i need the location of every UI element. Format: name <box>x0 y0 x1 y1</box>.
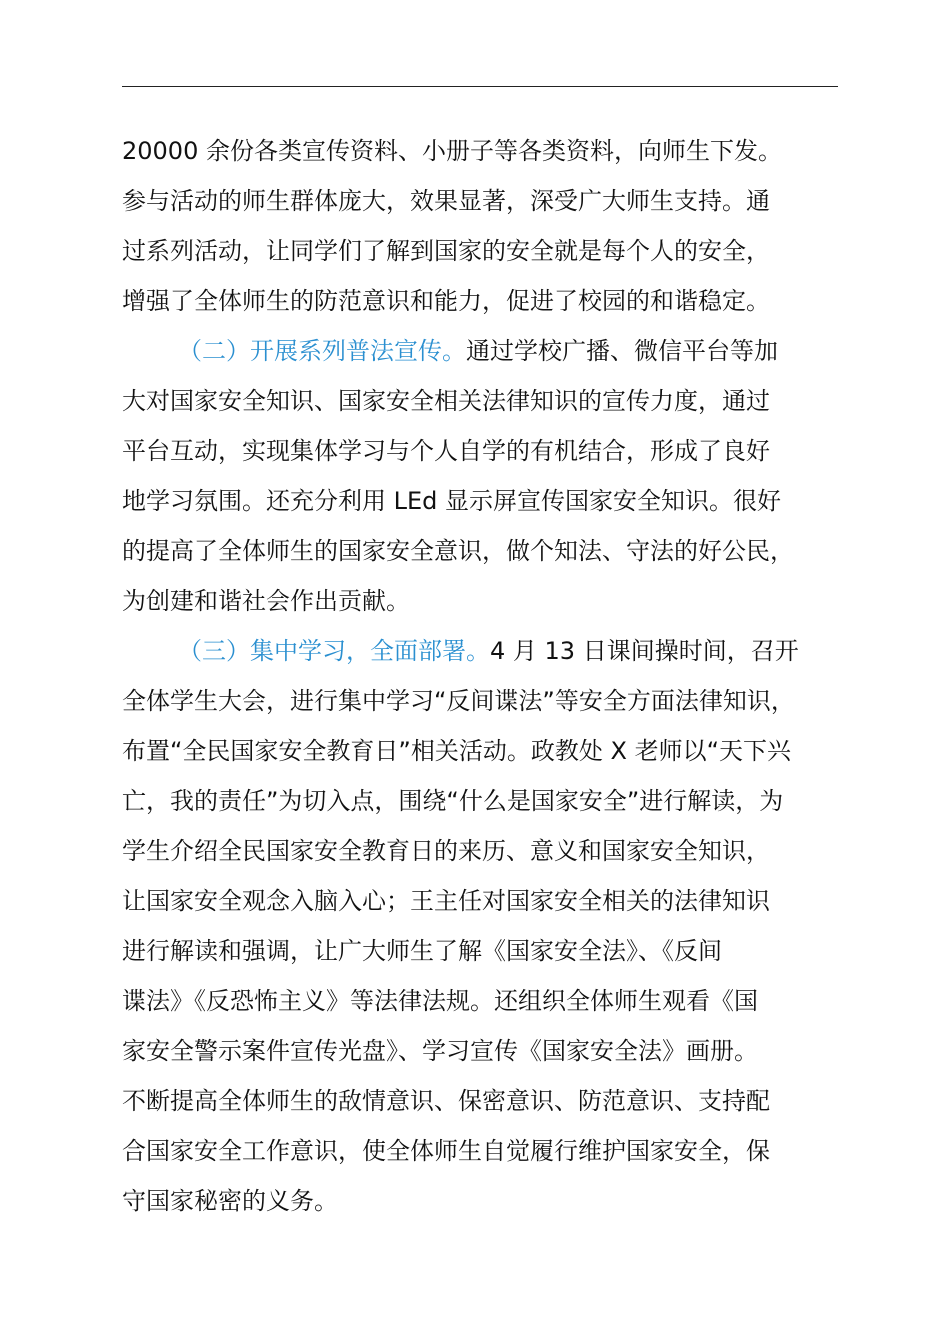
paragraph-line: 进行解读和强调，让广大师生了解《国家安全法》、《反间 <box>122 937 722 965</box>
paragraph-line: 家安全警示案件宣传光盘》、学习宣传《国家安全法》画册。 <box>122 1037 758 1065</box>
paragraph-continuation <box>122 126 862 326</box>
paragraph-line: 的提高了全体师生的国家安全意识，做个知法、守法的好公民， <box>122 537 794 565</box>
header-rule <box>122 86 838 87</box>
paragraph-line: 过系列活动，让同学们了解到国家的安全就是每个人的安全， <box>122 237 770 265</box>
paragraph-line: 布置“全民国家安全教育日”相关活动。政教处 X 老师以“天下兴 <box>122 737 791 765</box>
section-2-paragraph <box>122 326 862 626</box>
section-2-first-line-text: 通过学校广播、微信平台等加 <box>466 337 778 365</box>
document-body <box>122 126 862 1226</box>
section-3-paragraph <box>122 626 862 1226</box>
paragraph-line: 谍法》《反恐怖主义》等法律法规。还组织全体师生观看《国 <box>122 987 758 1015</box>
paragraph-line: 学生介绍全民国家安全教育日的来历、意义和国家安全知识， <box>122 837 770 865</box>
section-3-heading: （三）集中学习，全面部署。 <box>178 637 490 665</box>
paragraph-line: 让国家安全观念入脑入心；王主任对国家安全相关的法律知识 <box>122 887 770 915</box>
paragraph-line: 合国家安全工作意识，使全体师生自觉履行维护国家安全，保 <box>122 1137 770 1165</box>
paragraph-line: 大对国家安全知识、国家安全相关法律知识的宣传力度，通过 <box>122 387 770 415</box>
paragraph-line: 全体学生大会，进行集中学习“反间谍法”等安全方面法律知识， <box>122 687 795 715</box>
section-2-first-line <box>122 326 862 376</box>
paragraph-line: 守国家秘密的义务。 <box>122 1187 338 1215</box>
paragraph-line: 参与活动的师生群体庞大，效果显著，深受广大师生支持。通 <box>122 187 770 215</box>
section-3-first-line <box>122 626 862 676</box>
paragraph-line: 20000 余份各类宣传资料、小册子等各类资料，向师生下发。 <box>122 137 782 165</box>
section-3-first-line-text: 4 月 13 日课间操时间，召开 <box>490 637 799 665</box>
paragraph-line: 亡，我的责任”为切入点，围绕“什么是国家安全”进行解读，为 <box>122 787 784 815</box>
paragraph-line: 平台互动，实现集体学习与个人自学的有机结合，形成了良好 <box>122 437 770 465</box>
paragraph-line: 不断提高全体师生的敌情意识、保密意识、防范意识、支持配 <box>122 1087 770 1115</box>
section-2-heading: （二）开展系列普法宣传。 <box>178 337 466 365</box>
paragraph-line: 为创建和谐社会作出贡献。 <box>122 587 410 615</box>
paragraph-line: 增强了全体师生的防范意识和能力，促进了校园的和谐稳定。 <box>122 287 770 315</box>
paragraph-line: 地学习氛围。还充分利用 LEd 显示屏宣传国家安全知识。很好 <box>122 487 782 515</box>
